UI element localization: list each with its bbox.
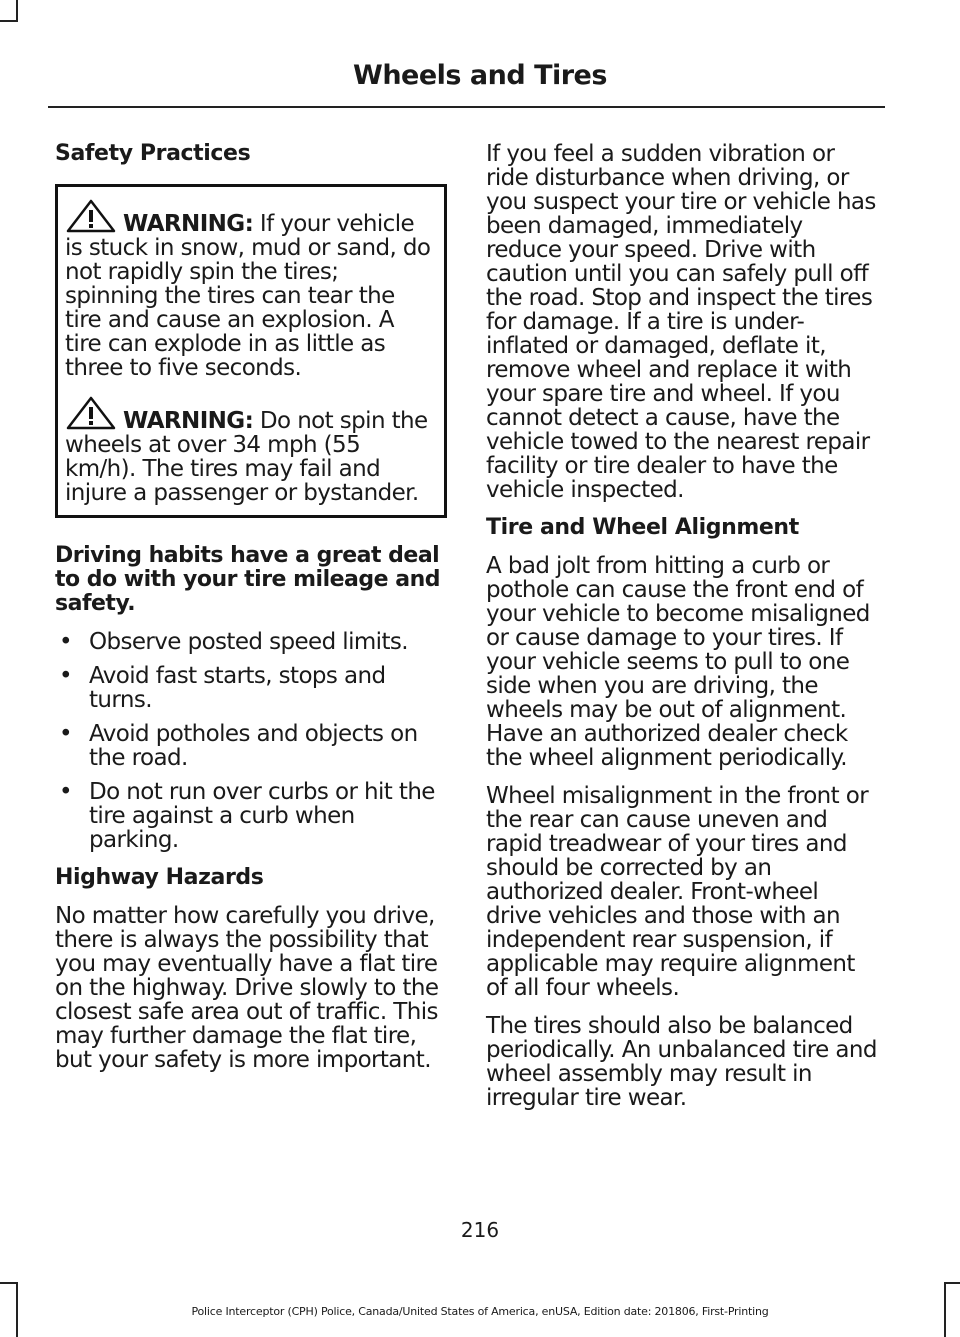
highway-hazards-text: No matter how carefully you drive, there is always the possibility that you may eventually have a flat tire on the highway. Drive slowly to the closest safe area out of traffic. This may further damage the flat tire, but your safety is more important. (55, 903, 439, 1073)
list-item: • Observe posted speed limits. (59, 629, 408, 655)
edition-footer: Police Interceptor (CPH) Police, Canada/United States of America, enUSA, Edition date: 201806, First-Printing (191, 1305, 769, 1318)
warning-triangle-icon (65, 396, 117, 430)
alignment-paragraph-1: A bad jolt from hitting a curb or pothole can cause the front end of your vehicle to become misaligned or cause damage to your tires. If your vehicle seems to pull to one side when you are driving, the wheels may be out of alignment. Have an authorized dealer check the wheel alignment periodically. (486, 553, 870, 771)
warning-text: If your vehicle is stuck in snow, mud or sand, do not rapidly spin the tires; spinning the tires can tear the tire and cause an explosion. A tire can explode in as little as three to five seconds. (65, 211, 431, 381)
balance-paragraph: The tires should also be balanced periodically. An unbalanced tire and wheel assembly may result in irregular tire wear. (486, 1013, 877, 1111)
warning-wheel-speed (65, 396, 436, 505)
driving-habits-list (55, 630, 447, 852)
warning-spin-tires (65, 199, 436, 380)
alignment-heading: Tire and Wheel Alignment (486, 515, 799, 540)
warning-text: Do not spin the wheels at over 34 mph (55 km/h). The tires may fail and injure a passenger or bystander. (65, 408, 428, 506)
crop-mark-top-left-h (0, 20, 18, 22)
crop-mark-bottom-left-h (0, 1282, 18, 1284)
vibration-paragraph: If you feel a sudden vibration or ride disturbance when driving, or you suspect your tire or vehicle has been damaged, immediately reduce your speed. Drive with caution until you can safely pull off the road. Stop and inspect the tires for damage. If a tire is under-inflated or damaged, deflate it, remove wheel and replace it with your spare tire and wheel. If you cannot detect a cause, have the vehicle towed to the nearest repair facility or tire dealer to have the vehicle inspected. (486, 141, 876, 503)
highway-hazards-heading: Highway Hazards (55, 865, 264, 890)
list-item: • Do not run over curbs or hit the tire against a curb when parking. (59, 779, 435, 853)
bullet: • (59, 779, 72, 805)
header-divider (48, 106, 885, 108)
alignment-paragraph-2: Wheel misalignment in the front or the rear can cause uneven and rapid treadwear of your tires and should be corrected by an authorized dealer. Front-wheel drive vehicles and those with an independent rear suspension, if applicable may require alignment of all four wheels. (486, 783, 869, 1001)
bullet: • (59, 721, 72, 747)
driving-habits-heading: Driving habits have a great deal to do with your tire mileage and safety. (55, 543, 440, 616)
warning-triangle-icon (65, 199, 117, 233)
bullet: • (59, 629, 72, 655)
right-column (486, 142, 880, 1124)
left-column (55, 142, 447, 1086)
crop-mark-bottom-right-h (944, 1282, 960, 1284)
warning-label: WARNING: (123, 211, 254, 237)
warning-box (55, 184, 447, 518)
list-item: • Avoid fast starts, stops and turns. (59, 663, 386, 713)
page-number: 216 (460, 1218, 500, 1242)
page-header-title: Wheels and Tires (353, 60, 607, 91)
warning-label: WARNING: (123, 408, 254, 434)
list-item: • Avoid potholes and objects on the road. (59, 721, 418, 771)
safety-practices-heading: Safety Practices (55, 141, 251, 166)
crop-mark-top-left (16, 0, 18, 22)
bullet: • (59, 663, 72, 689)
